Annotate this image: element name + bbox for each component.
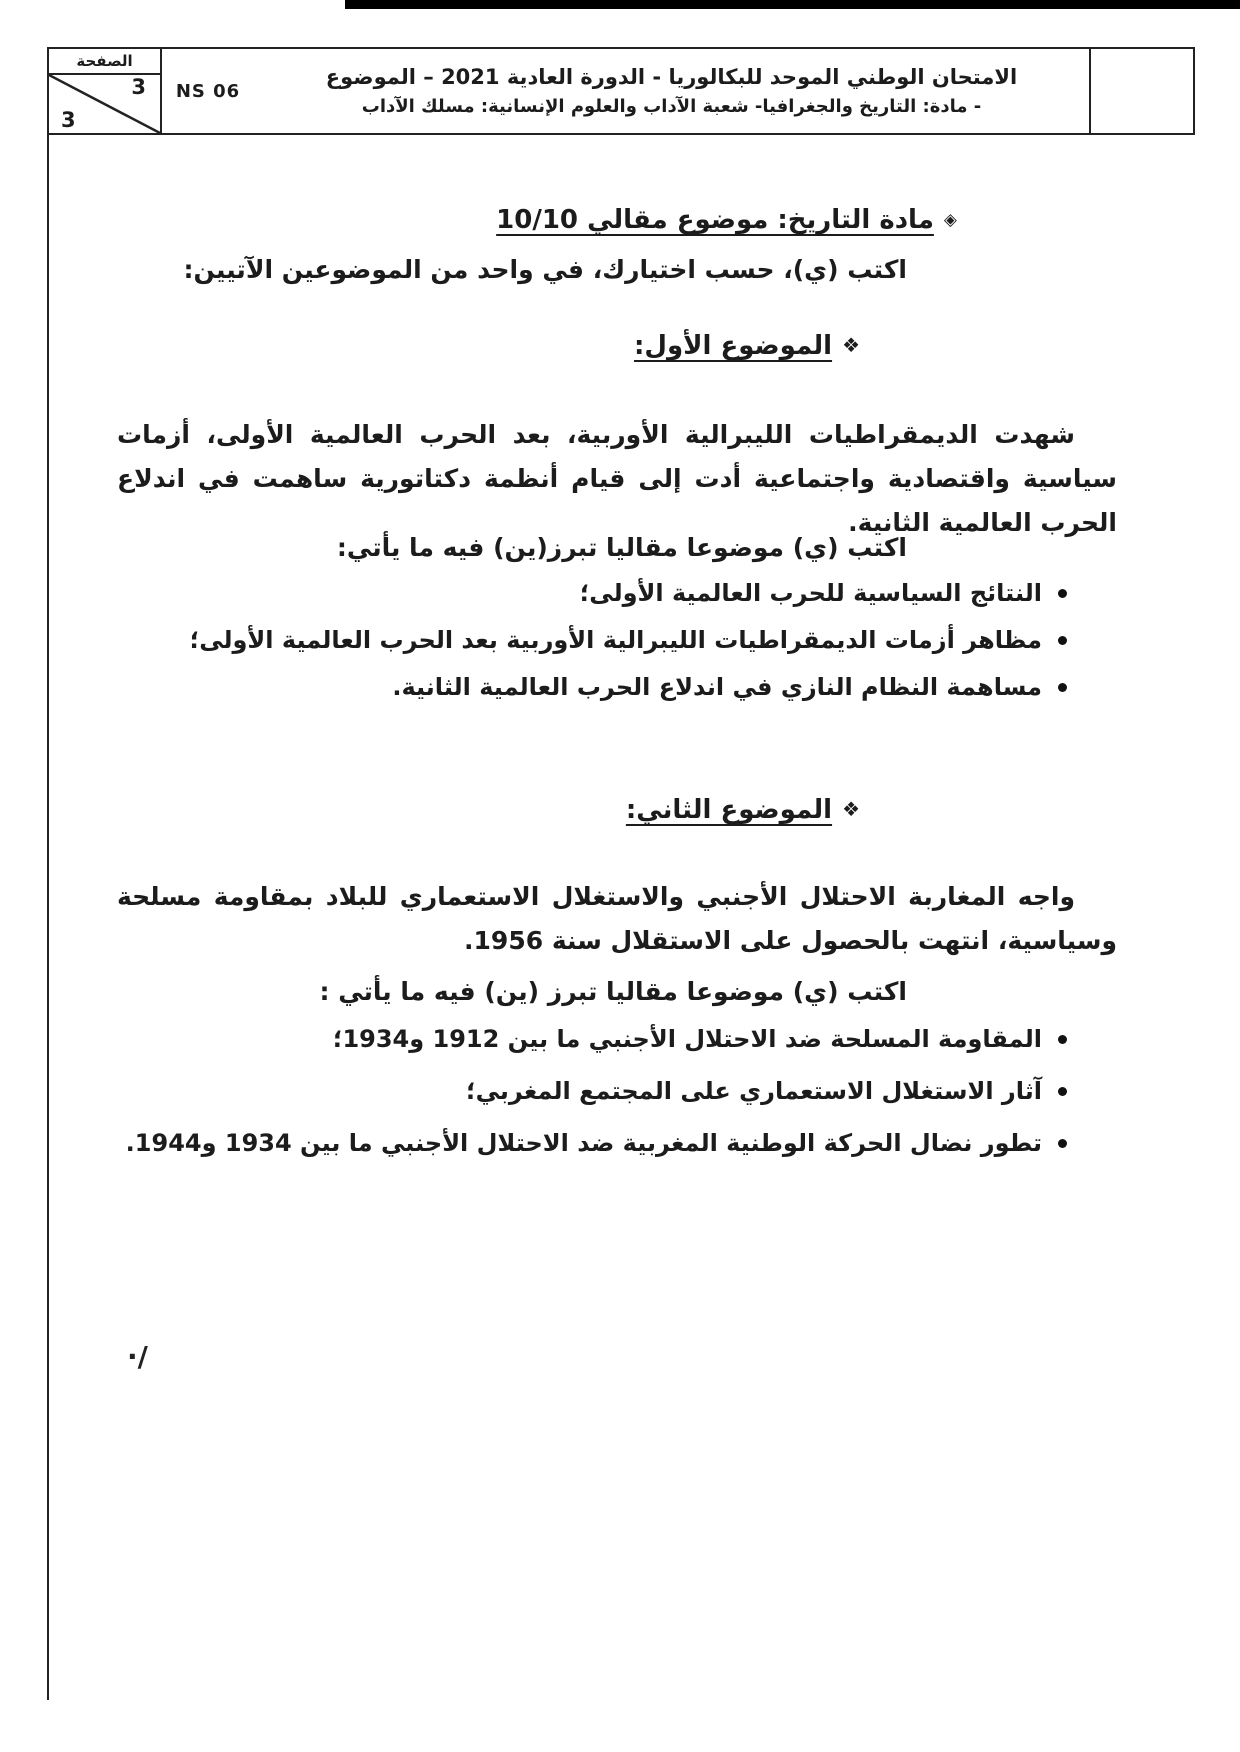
diamond-bullet-icon: ◈ xyxy=(943,210,957,230)
exam-titles xyxy=(254,49,1089,133)
history-section-title-text: مادة التاريخ: موضوع مقالي 10/10 xyxy=(496,205,934,235)
list-item xyxy=(117,624,1067,656)
clover-bullet-icon: ❖ xyxy=(842,333,860,357)
page-number: 3 xyxy=(131,75,146,99)
subject1-title xyxy=(634,331,860,361)
exam-header xyxy=(47,47,1195,135)
list-item-text: النتائج السياسية للحرب العالمية الأولى؛ xyxy=(579,579,1042,607)
subject1-task: اكتب (ي) موضوعا مقاليا تبرز(ين) فيه ما يأتي: xyxy=(336,533,907,562)
list-item-text: تطور نضال الحركة الوطنية المغربية ضد الاحتلال الأجنبي ما بين 1934 و1944. xyxy=(125,1129,1042,1157)
list-item-text: المقاومة المسلحة ضد الاحتلال الأجنبي ما بين 1912 و1934؛ xyxy=(332,1025,1042,1053)
bullet-dot-icon xyxy=(1058,636,1067,645)
bullet-dot-icon xyxy=(1058,589,1067,598)
bullet-dot-icon xyxy=(1058,683,1067,692)
subject1-list xyxy=(117,577,1067,718)
subject1-title-text: الموضوع الأول: xyxy=(634,331,833,361)
history-section-title xyxy=(496,205,957,235)
page-box-diagonal xyxy=(49,75,160,133)
subject2-title-text: الموضوع الثاني: xyxy=(625,795,833,825)
list-item xyxy=(117,1075,1067,1107)
list-item xyxy=(117,1023,1067,1055)
subject2-paragraph: واجه المغاربة الاحتلال الأجنبي والاستغلال الاستعماري للبلاد بمقاومة مسلحة وسياسية، انتهت بالحصول على الاستقلال سنة 1956. xyxy=(117,882,1117,955)
list-item xyxy=(117,1127,1067,1159)
general-instruction: اكتب (ي)، حسب اختيارك، في واحد من الموضوعين الآتيين: xyxy=(183,255,907,284)
page-box-label: الصفحة xyxy=(49,49,160,75)
exam-content xyxy=(47,135,1195,1700)
bullet-dot-icon xyxy=(1058,1139,1067,1148)
exam-title-line1: الامتحان الوطني الموحد للبكالوريا - الدورة العادية 2021 – الموضوع xyxy=(325,65,1018,89)
clover-bullet-icon: ❖ xyxy=(842,797,860,821)
list-item-text: مظاهر أزمات الديمقراطيات الليبرالية الأوربية بعد الحرب العالمية الأولى؛ xyxy=(189,626,1042,654)
bullet-dot-icon xyxy=(1058,1087,1067,1096)
scan-artifact-bar xyxy=(345,0,1240,9)
list-item-text: مساهمة النظام النازي في اندلاع الحرب العالمية الثانية. xyxy=(392,673,1042,701)
list-item-text: آثار الاستغلال الاستعماري على المجتمع المغربي؛ xyxy=(466,1077,1042,1105)
subject2-title xyxy=(626,795,860,825)
page-number-box xyxy=(49,49,162,133)
header-empty-box xyxy=(1089,49,1193,133)
subject2-list xyxy=(117,1023,1067,1179)
handwritten-mark: ·/ xyxy=(127,1340,148,1373)
subject2-task: اكتب (ي) موضوعا مقاليا تبرز (ين) فيه ما يأتي : xyxy=(319,977,907,1006)
exam-reference-code: NS 06 xyxy=(175,80,241,102)
exam-title-line2: - مادة: التاريخ والجغرافيا- شعبة الآداب والعلوم الإنسانية: مسلك الآداب xyxy=(361,96,982,117)
total-pages: 3 xyxy=(61,108,76,132)
list-item xyxy=(117,671,1067,703)
list-item xyxy=(117,577,1067,609)
bullet-dot-icon xyxy=(1058,1035,1067,1044)
subject1-paragraph: شهدت الديمقراطيات الليبرالية الأوربية، بعد الحرب العالمية الأولى، أزمات سياسية واقتصادية واجتماعية أدت إلى قيام أنظمة دكتاتورية ساهمت في اندلاع الحرب العالمية الثانية. xyxy=(117,420,1117,537)
